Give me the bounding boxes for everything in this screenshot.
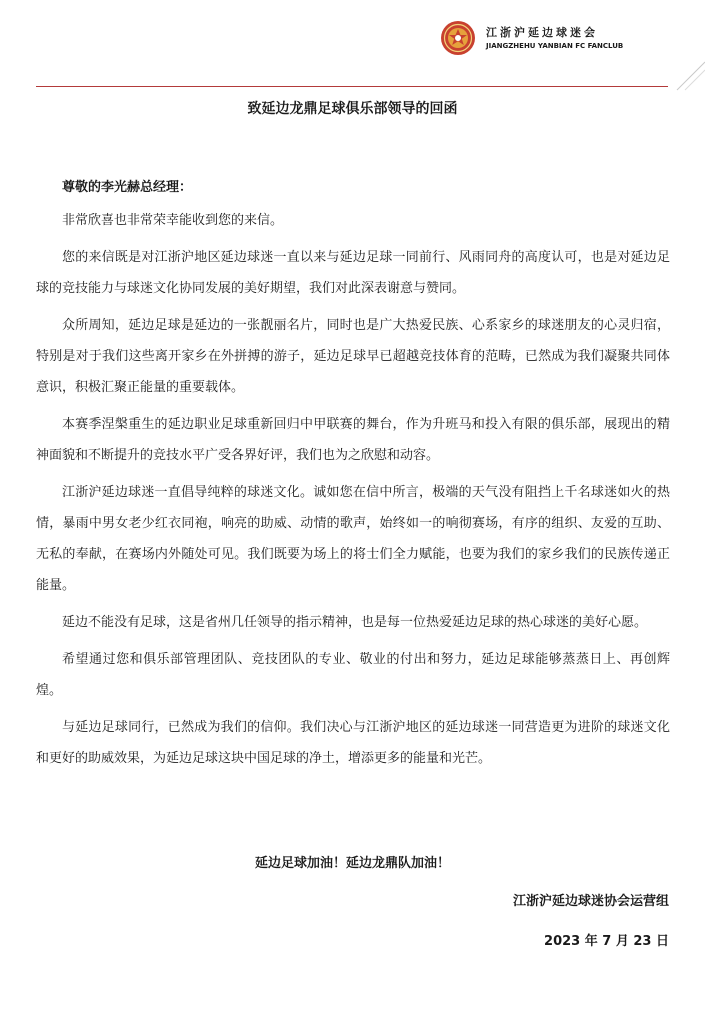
paragraph: 希望通过您和俱乐部管理团队、竞技团队的专业、敬业的付出和努力，延边足球能够蒸蒸日上、再创辉煌。 [36, 652, 670, 698]
closing-slogan: 延边足球加油！延边龙鼎队加油！ [254, 856, 450, 871]
paragraph: 本赛季涅槃重生的延边职业足球重新回归中甲联赛的舞台，作为升班马和投入有限的俱乐部，展现出的精神面貌和不断提升的竞技水平广受各界好评，我们也为之欣慰和动容。 [36, 417, 670, 463]
fanclub-emblem-icon [440, 20, 476, 56]
org-name-english: JIANGZHEHU YANBIAN FC FANCLUB [486, 42, 624, 50]
paragraph: 众所周知，延边足球是延边的一张靓丽名片，同时也是广大热爱民族、心系家乡的球迷朋友的心灵归宿，特别是对于我们这些离开家乡在外拼搏的游子，延边足球早已超越竞技体育的范畴，已然成为我们凝聚共同体意识，积极汇聚正能量的重要载体。 [36, 318, 670, 395]
org-name-chinese: 江浙沪延边球迷会 [486, 26, 598, 39]
salutation: 尊敬的李光赫总经理： [62, 180, 193, 195]
header-divider [36, 86, 668, 87]
paragraph: 非常欣喜也非常荣幸能收到您的来信。 [62, 213, 284, 228]
letter-date: 2023 年 7 月 23 日 [544, 934, 669, 949]
corner-fold-decoration-icon [675, 56, 705, 92]
letter-title: 致延边龙鼎足球俱乐部领导的回函 [247, 101, 458, 117]
letterhead [440, 20, 680, 60]
letter-body [36, 205, 670, 780]
paragraph: 江浙沪延边球迷一直倡导纯粹的球迷文化。诚如您在信中所言，极端的天气没有阻挡上千名球迷如火的热情，暴雨中男女老少红衣同袍，响亮的助威、动情的歌声，始终如一的响彻赛场，有序的组织、友爱的互助、无私的奉献，在赛场内外随处可见。我们既要为场上的将士们全力赋能，也要为我们的家乡我们的民族传递正能量。 [36, 485, 670, 593]
paragraph: 延边不能没有足球，这是省州几任领导的指示精神，也是每一位热爱延边足球的热心球迷的美好心愿。 [62, 615, 648, 630]
paragraph: 您的来信既是对江浙沪地区延边球迷一直以来与延边足球一同前行、风雨同舟的高度认可，也是对延边足球的竞技能力与球迷文化协同发展的美好期望，我们对此深表谢意与赞同。 [36, 250, 670, 296]
paragraph: 与延边足球同行，已然成为我们的信仰。我们决心与江浙沪地区的延边球迷一同营造更为进阶的球迷文化和更好的助威效果，为延边足球这块中国足球的净土，增添更多的能量和光芒。 [36, 720, 670, 766]
signature: 江浙沪延边球迷协会运营组 [512, 894, 669, 909]
